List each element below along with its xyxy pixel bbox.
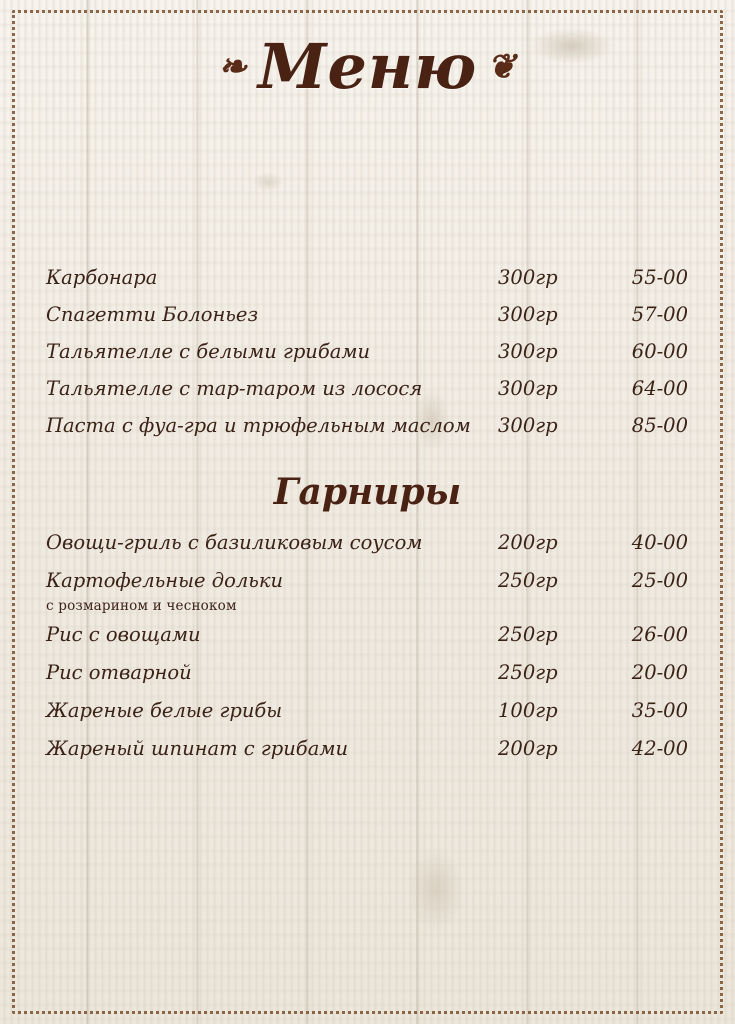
list-item [46,699,689,722]
list-item [46,661,689,684]
list-item [46,414,689,437]
item-price: 57-00 [631,303,688,326]
item-weight: 100гр [498,699,558,722]
item-name: Тальятелле с тар-таром из лосося [46,377,423,400]
flourish-right-icon: ❦ [487,47,517,87]
list-item [46,377,689,400]
item-weight: 300гр [498,340,558,363]
item-weight: 300гр [498,414,558,437]
list-item [46,737,689,760]
item-price: 26-00 [631,623,688,646]
item-price: 85-00 [631,414,688,437]
item-weight: 200гр [498,737,558,760]
item-weight: 250гр [498,569,558,592]
item-name: Паста с фуа-гра и трюфельным маслом [46,414,471,437]
item-price: 55-00 [631,266,688,289]
section-pasta [0,266,735,437]
item-name: Овощи-гриль с базиликовым соусом [46,531,423,554]
item-price: 42-00 [631,737,688,760]
list-item [46,303,689,326]
item-price: 20-00 [631,661,688,684]
list-item [46,569,689,592]
page-title [0,0,735,103]
item-weight: 300гр [498,303,558,326]
pasta-items [0,266,735,437]
item-name: Жареный шпинат с грибами [46,737,349,760]
item-name: Спагетти Болоньез [46,303,259,326]
list-item [46,266,689,289]
item-name: Тальятелле с белыми грибами [46,340,371,363]
item-price: 25-00 [631,569,688,592]
item-weight: 300гр [498,377,558,400]
list-item [46,531,689,554]
item-name: Рис с овощами [46,623,201,646]
list-item [46,340,689,363]
item-name: Карбонара [46,266,158,289]
item-weight: 300гр [498,266,558,289]
list-item [46,623,689,646]
item-weight: 250гр [498,661,558,684]
section-heading: Гарниры [273,471,462,513]
page-title-text: Меню [257,30,478,103]
section-garnishes [0,471,735,760]
item-name: Картофельные дольки [46,569,284,592]
item-note: с розмарином и чесноком [46,598,237,614]
item-price: 60-00 [631,340,688,363]
flourish-left-icon: ❧ [218,47,248,87]
item-price: 40-00 [631,531,688,554]
item-price: 35-00 [631,699,688,722]
garnish-items [0,531,735,760]
item-name: Рис отварной [46,661,192,684]
item-weight: 200гр [498,531,558,554]
item-price: 64-00 [631,377,688,400]
item-name: Жареные белые грибы [46,699,283,722]
item-weight: 250гр [498,623,558,646]
